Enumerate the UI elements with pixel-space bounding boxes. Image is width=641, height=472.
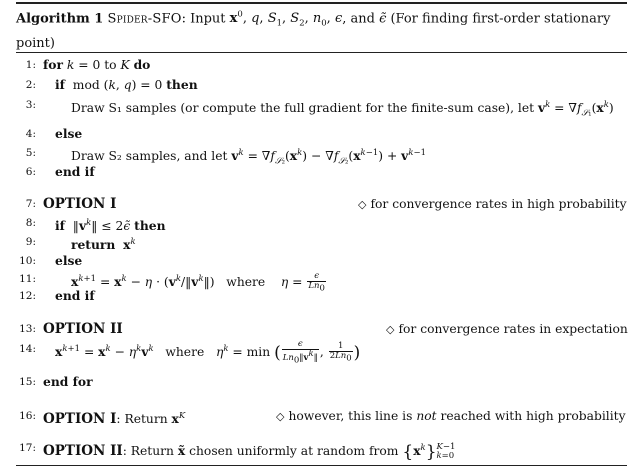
algo-line-13: 13: OPTION II ◇ for convergence rates in expectation (0, 319, 641, 339)
full-gradient-eq: $v^k = \nabla f_{𝒮_1}(x^k)$ (537, 100, 614, 119)
algo-line-7: 7: OPTION I ◇ for convergence rates in high probability (0, 194, 641, 214)
diamond-icon: ◇ (358, 198, 367, 211)
algo-line-17: 17: OPTION II: Return x̃ chosen uniformly at random from $\{x^k\}$ K−1 k=0 (19, 441, 456, 463)
algo-line-3: 3: Draw S₁ samples (or compute the full gradient for the finite-sum case), let $v^k = \nabla f_{𝒮_1}(x^k)$ (25, 99, 614, 119)
x-tilde: x̃ (177, 443, 186, 459)
algo-line-15: 15: end for (19, 374, 93, 389)
algorithm-name: Spider-SFO (107, 11, 182, 27)
algo-line-14: 14: $x^{k+1} = x^k - \eta^kv^k$ where $\eta^k = \min$ ( $\frac{\epsilon}{Ln_0‖v^k‖}$ , $\frac{1}{2Ln_0}$ ) (19, 338, 361, 366)
norm-condition: $‖v^k‖$ ≤ 2ϵ̃ (64, 218, 131, 234)
algo-line-2: 2: if mod (k, q) = 0 then (25, 77, 198, 92)
mod-condition: mod (k, q) = 0 (64, 78, 167, 92)
algo-line-6: 6: end if (25, 164, 95, 179)
return-xK: $x^K$ (171, 411, 186, 427)
top-rule (16, 2, 627, 4)
algo-line-16: 16: OPTION I: Return $x^K$ ◇ however, this line is not reached with high probability (0, 406, 641, 426)
diamond-icon: ◇ (276, 410, 285, 423)
diamond-icon: ◇ (386, 323, 395, 336)
comment-high-probability: ◇ for convergence rates in high probability (358, 197, 627, 211)
algo-line-8: 8: if $‖v^k‖$ ≤ 2ϵ̃ then (25, 217, 166, 234)
for-range: k = 0 to K (66, 58, 130, 72)
algo-line-4: 4: else (25, 126, 83, 141)
iterate-set: $\{x^k\}$ K−1 k=0 (402, 441, 456, 463)
algo-line-1: 1: for k = 0 to K do (25, 57, 151, 72)
bottom-rule (16, 465, 627, 466)
comment-not-reached: ◇ however, this line is not reached with high probability (276, 409, 626, 423)
caption-math: $x^0$, q, $S_1$, $S_2$, $n_0$, ϵ (229, 10, 343, 29)
algo-line-11: 11: $x^{k+1} = x^k - \eta$ · $(v^k/‖v^k‖)$ where η = $\frac{\epsilon}{Ln_0}$ (19, 270, 325, 294)
algo-line-12: 12: end if (19, 288, 95, 303)
return-xk: $x^k$ (123, 237, 136, 253)
caption-rule (16, 52, 627, 53)
spider-update-eq: $v^k = \nabla f_{𝒮_2}(x^k) - \nabla f_{𝒮_2}(x^{k-1}) + v^{k-1}$ (231, 148, 426, 167)
algorithm-caption: Algorithm 1 Spider-SFO: Input $x^0$, q, $S_1$, $S_2$, $n_0$, ϵ, and ϵ̃ (For finding first-order stationary point) (16, 10, 611, 51)
algo-line-9: 9: return $x^k$ (25, 236, 136, 253)
algorithm-label: Algorithm 1 (16, 11, 104, 27)
eta-k-def: $\eta^k = \min$ ( $\frac{\epsilon}{Ln_0‖v^k‖}$ , $\frac{1}{2Ln_0}$ ) (215, 338, 361, 366)
eta-def: η = $\frac{\epsilon}{Ln_0}$ (280, 270, 325, 294)
adaptive-step-eq: $x^{k+1} = x^k - \eta^kv^k$ (55, 344, 154, 360)
comment-expectation: ◇ for convergence rates in expectation (386, 322, 628, 336)
algo-line-10: 10: else (19, 253, 83, 268)
normalized-step-eq: $x^{k+1} = x^k - \eta$ · $(v^k/‖v^k‖)$ (71, 274, 215, 290)
algo-line-5: 5: Draw S₂ samples, and let $v^k = \nabla f_{𝒮_2}(x^k) - \nabla f_{𝒮_2}(x^{k-1}) + v^{k-1}$ (25, 147, 426, 167)
